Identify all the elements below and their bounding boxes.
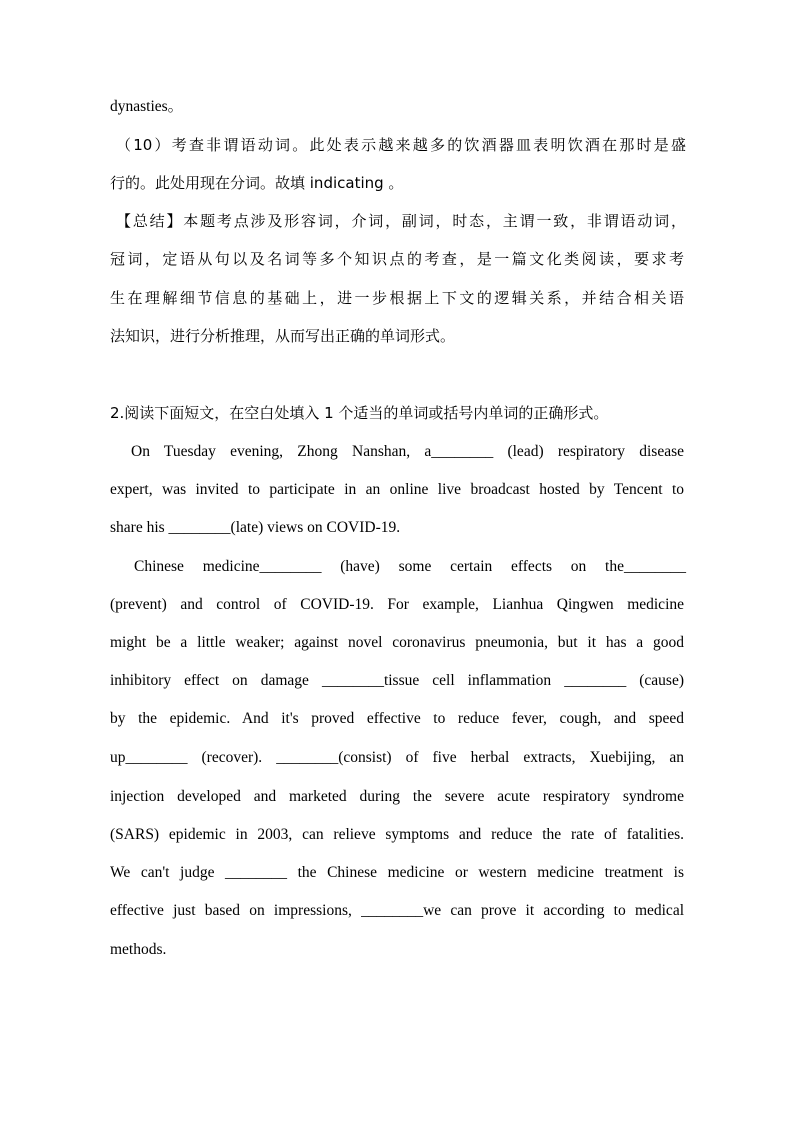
- passage-line-13: effective just based on impressions, ________we can prove it according to medical: [110, 902, 684, 919]
- passage-line-2: expert, was invited to participate in an online live broadcast hosted by Tencent to: [110, 481, 684, 498]
- question2-instruction: 2.阅读下面短文，在空白处填入 1 个适当的单词或括号内单词的正确形式。: [110, 404, 609, 422]
- passage-line-14: methods.: [110, 941, 167, 958]
- passage-line-1: On Tuesday evening, Zhong Nanshan, a________ (lead) respiratory disease: [131, 443, 684, 460]
- item10-explanation-line2: 行的。此处用现在分词。故填 indicating 。: [110, 174, 404, 192]
- summary-line2: 冠词，定语从句以及名词等多个知识点的考查，是一篇文化类阅读，要求考: [110, 250, 684, 268]
- summary-line3: 生在理解细节信息的基础上，进一步根据上下文的逻辑关系，并结合相关语: [110, 289, 684, 307]
- summary-line1: 【总结】本题考点涉及形容词，介词，副词，时态，主谓一致，非谓语动词，: [116, 212, 686, 230]
- item10-explanation-line1: （10）考查非谓语动词。此处表示越来越多的饮酒器皿表明饮酒在那时是盛: [116, 136, 686, 154]
- passage-line-6: might be a little weaker; against novel coronavirus pneumonia, but it has a good: [110, 634, 684, 651]
- passage-line-10: injection developed and marketed during the severe acute respiratory syndrome: [110, 788, 684, 805]
- passage-line-9: up________ (recover). ________(consist) of five herbal extracts, Xuebijing, an: [110, 749, 684, 766]
- answer-line-dynasties: dynasties。: [110, 98, 184, 115]
- passage-line-3: share his ________(late) views on COVID-19.: [110, 519, 401, 536]
- passage-line-5: (prevent) and control of COVID-19. For example, Lianhua Qingwen medicine: [110, 596, 684, 613]
- passage-line-7: inhibitory effect on damage ________tissue cell inflammation ________ (cause): [110, 672, 684, 689]
- summary-line4: 法知识，进行分析推理，从而写出正确的单词形式。: [110, 327, 456, 345]
- passage-line-8: by the epidemic. And it's proved effective to reduce fever, cough, and speed: [110, 710, 684, 727]
- passage-line-4: Chinese medicine________ (have) some certain effects on the________: [134, 558, 686, 575]
- passage-line-12: We can't judge ________ the Chinese medicine or western medicine treatment is: [110, 864, 684, 881]
- passage-line-11: (SARS) epidemic in 2003, can relieve symptoms and reduce the rate of fatalities.: [110, 826, 684, 843]
